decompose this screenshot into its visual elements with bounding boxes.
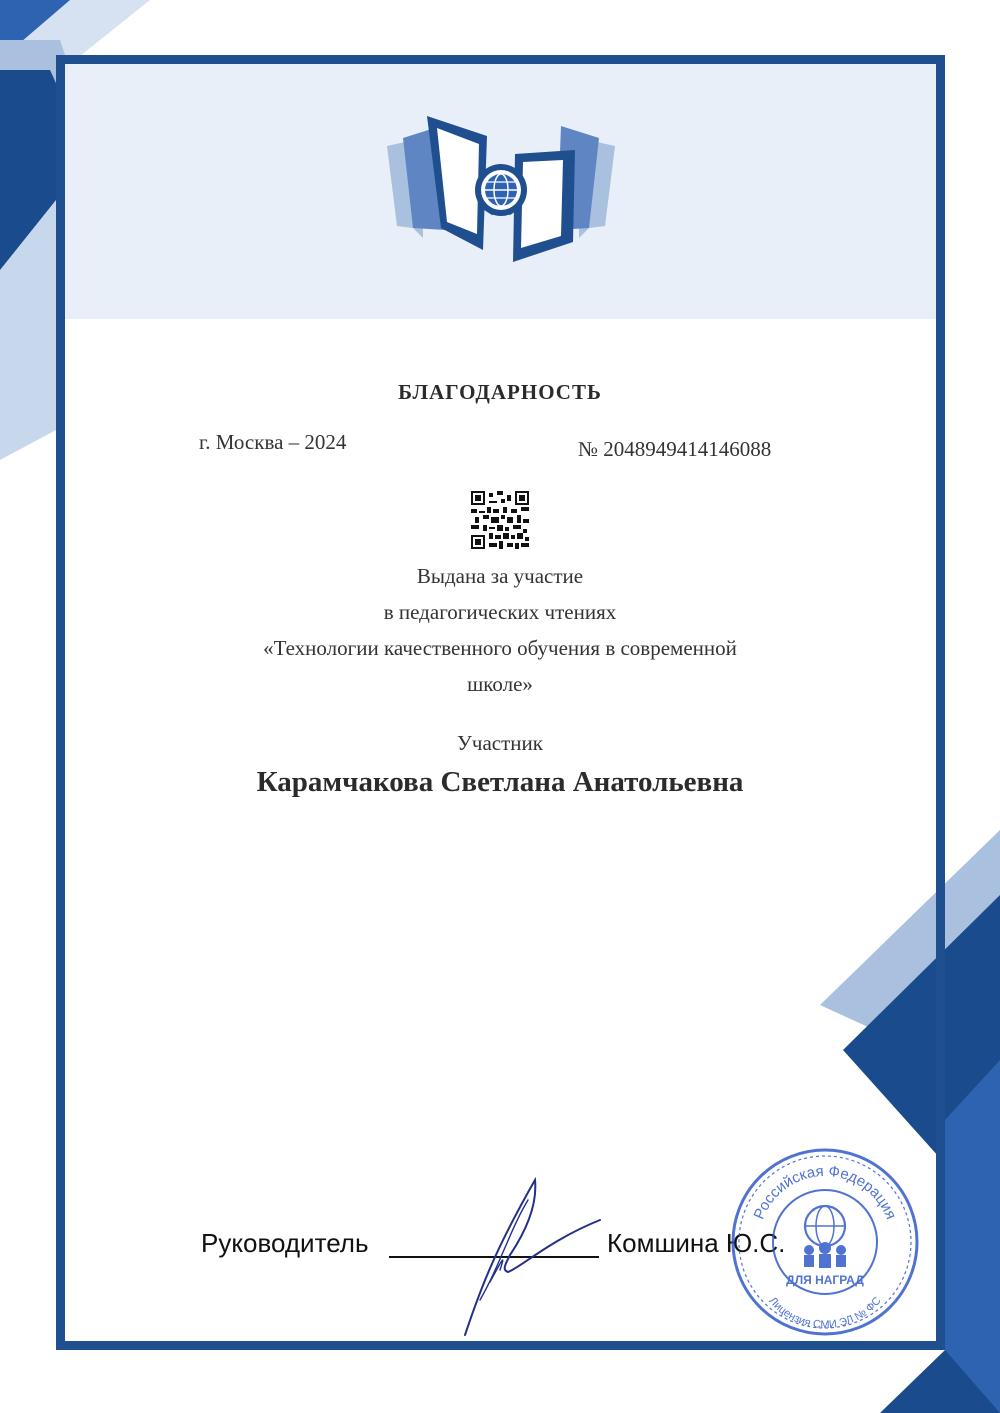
recipient-role: Участник: [457, 731, 543, 755]
svg-text:ДЛЯ НАГРАД: ДЛЯ НАГРАД: [786, 1273, 864, 1287]
signer-position: Руководитель: [201, 1228, 369, 1258]
certificate-title: БЛАГОДАРНОСТЬ: [398, 380, 602, 404]
qr-code-icon[interactable]: [471, 491, 529, 549]
recipient-name: Карамчакова Светлана Анатольевна: [256, 766, 744, 798]
award-description: [220, 558, 780, 702]
svg-text:Российская Федерация: Российская Федерация: [750, 1162, 900, 1222]
handwritten-signature: [440, 1170, 610, 1340]
description-line: школе»: [467, 672, 533, 696]
round-stamp-icon: [729, 1146, 921, 1338]
description-line: Выдана за участие: [416, 564, 584, 588]
open-book-globe-icon: [383, 110, 619, 270]
signer-name: Комшина Ю.С.: [607, 1228, 786, 1258]
certificate-number: № 2048949414146088: [578, 437, 772, 461]
description-line: «Технологии качественного обучения в современной: [263, 636, 737, 660]
svg-text:Лицензия СМИ ЭЛ № ФС: Лицензия СМИ ЭЛ № ФС: [766, 1294, 884, 1331]
description-line: в педагогических чтениях: [383, 600, 617, 624]
city-year: г. Москва – 2024: [199, 430, 347, 454]
